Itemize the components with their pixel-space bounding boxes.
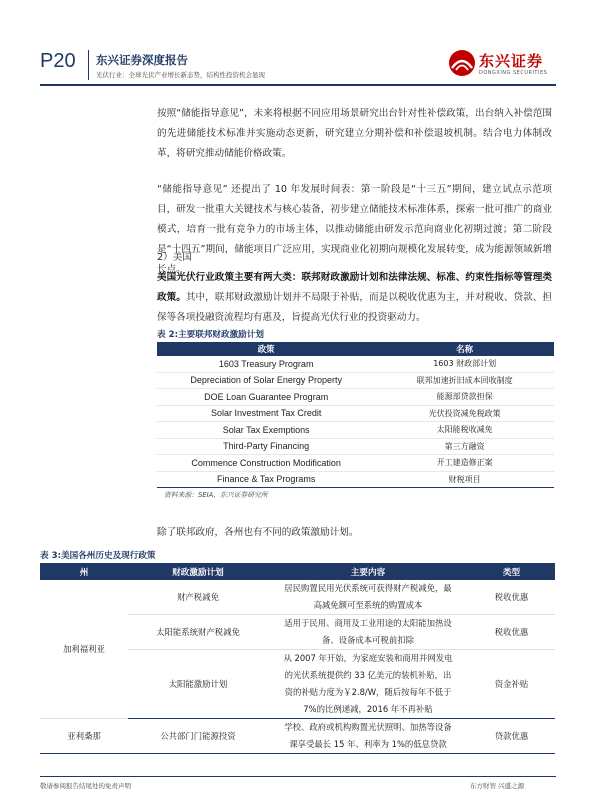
table-cell: 光伏投资减免税政策	[375, 405, 554, 422]
table-cell: Depreciation of Solar Energy Property	[157, 372, 375, 389]
table-row	[157, 455, 554, 472]
table2-caption-num: 表 2:	[157, 330, 179, 340]
header-rule	[40, 84, 556, 86]
paragraph-3-bold: 美国光伏行业政策主要有两大类：联邦财政激励计划和法律法规、标准、约束性指标等管理类政策。	[157, 272, 552, 303]
content-line: 课享受最长 15 年、利率为 1%的低息贷款	[289, 739, 447, 749]
table-row	[157, 405, 554, 422]
table-cell: 财税项目	[375, 471, 554, 488]
footer-rule	[40, 776, 556, 777]
content-line: 适用于民用、商用及工业用途的太阳能加热设	[284, 618, 452, 628]
table2-caption-text: 主要联邦财政激励计划	[178, 330, 264, 340]
paragraph-1-text: 按照“储能指导意见”，未来将根据不同应用场景研究出台针对性补偿政策，出台纳入补偿范围的先进储能技术标准并实施动态更新，研究建立分期补偿和补偿退坡机制。结合电力体制改革，将研究推动储能价格政策。	[157, 108, 552, 159]
table-row	[157, 389, 554, 406]
header-divider	[88, 50, 89, 80]
table-cell-state: 加利福利亚	[40, 580, 128, 719]
table-cell: 财产税减免	[128, 580, 268, 615]
table-cell: Solar Tax Exemptions	[157, 422, 375, 439]
table-row	[157, 471, 554, 488]
table2-federal-incentives	[157, 342, 554, 488]
table3-header-state: 州	[40, 563, 128, 580]
page-number: P20	[40, 50, 76, 72]
paragraph-2-text: “储能指导意见” 还提出了 10 年发展时间表：第一阶段是“十三五”期间，建立试点示范项目，研发一批重大关键技术与核心装备，初步建立储能技术标准体系，探索一批可推广的商业模式，培育一批有竞争力的市场主体，以推动储能由研发示范向商业化初期过渡；第二阶段是“十四五”期间，储能项目广泛应用，实现商业化初期向规模化发展转变，成为能源领域新增长点。	[157, 184, 552, 275]
logo-text: 东兴证券	[479, 52, 544, 70]
section-heading: 2）美国	[157, 252, 192, 263]
table2-header-policy: 政策	[157, 342, 375, 356]
table-cell: 贷款优惠	[468, 719, 555, 754]
table-cell: 资金补贴	[468, 650, 555, 719]
table-cell: 1603 财政部计划	[375, 356, 554, 372]
content-line: 从 2007 年开始，为家庭安装和商用并网发电	[283, 653, 453, 663]
table-cell: 太阳能税收减免	[375, 422, 554, 439]
table2-caption	[157, 328, 264, 340]
paragraph-1	[157, 104, 552, 164]
table3-header-row	[40, 563, 555, 580]
table2-source: 资料来源：SEIA，东兴证券研究所	[164, 491, 268, 499]
content-line: 学校、政府或机构购置光伏照明、加热等设备	[284, 722, 452, 732]
content-line: 的光伏系统提供约 33 亿美元的装机补贴，出	[284, 670, 452, 680]
table-cell-state: 亚利桑那	[40, 719, 128, 754]
report-name: 东兴证券深度报告	[96, 53, 188, 67]
table-cell: Finance & Tax Programs	[157, 471, 375, 488]
table-cell	[268, 615, 468, 650]
table-cell: Third-Party Financing	[157, 438, 375, 455]
table-cell: 第三方融资	[375, 438, 554, 455]
table3-header-plan: 财政激励计划	[128, 563, 268, 580]
paragraph-3-text: 其中，联邦财政激励计划并不局限于补贴，而是以税收优惠为主，并对税收、贷款、担保等各项投融资流程均有惠及，旨提高光伏行业的投资驱动力。	[157, 292, 552, 323]
content-line: 居民购置民用光伏系统可获得财产税减免，最	[284, 583, 452, 593]
table-cell: 太阳能激励计划	[128, 650, 268, 719]
table-row	[157, 422, 554, 439]
table3-header-content: 主要内容	[268, 563, 468, 580]
paragraph-4: 除了联邦政府，各州也有不同的政策激励计划。	[157, 527, 359, 538]
table-row	[157, 356, 554, 372]
report-subtitle: 光伏行业：全球光伏产业增长新态势，结构性投资机会显现	[96, 71, 265, 79]
table-cell: 税收优惠	[468, 580, 555, 615]
table-cell: 1603 Treasury Program	[157, 356, 375, 372]
paragraph-3	[157, 268, 552, 328]
table2-header-name: 名称	[375, 342, 554, 356]
footer-disclaimer: 敬请参阅报告结尾处的免责声明	[40, 782, 131, 790]
table3-caption	[40, 549, 156, 561]
table-cell: 公共部门门能源投资	[128, 719, 268, 754]
table-row	[40, 719, 555, 754]
table-row	[157, 372, 554, 389]
table-cell: DOE Loan Guarantee Program	[157, 389, 375, 406]
table-cell	[268, 719, 468, 754]
footer-slogan: 东方财智 兴盛之源	[470, 782, 525, 790]
table-cell: Commence Construction Modification	[157, 455, 375, 472]
table-row	[40, 580, 555, 615]
table-row	[157, 438, 554, 455]
table3-header-type: 类型	[468, 563, 555, 580]
content-line: 7%的比例递减，2016 年不再补贴	[303, 704, 433, 714]
table-cell: Solar Investment Tax Credit	[157, 405, 375, 422]
table3-caption-num: 表 3:	[40, 551, 62, 561]
table-cell	[268, 650, 468, 719]
table3-state-policies	[40, 563, 555, 754]
content-line: 资的补贴力度为￥2.8/W，随后按每年不低于	[284, 687, 452, 697]
table-cell: 联邦加速折旧成本回收制度	[375, 372, 554, 389]
table3-caption-text: 美国各州历史及现行政策	[61, 551, 156, 561]
table2-header-row	[157, 342, 554, 356]
table-cell: 太阳能系统财产税减免	[128, 615, 268, 650]
table-cell: 开工建造修正案	[375, 455, 554, 472]
table-cell: 税收优惠	[468, 615, 555, 650]
table-cell: 能源部贷款担保	[375, 389, 554, 406]
content-line: 高减免额可至系统的购置成本	[313, 600, 423, 610]
content-line: 备、设备成本可税前扣除	[321, 635, 415, 645]
logo-english: DONGXING SECURITIES	[479, 70, 548, 76]
table-cell	[268, 580, 468, 615]
